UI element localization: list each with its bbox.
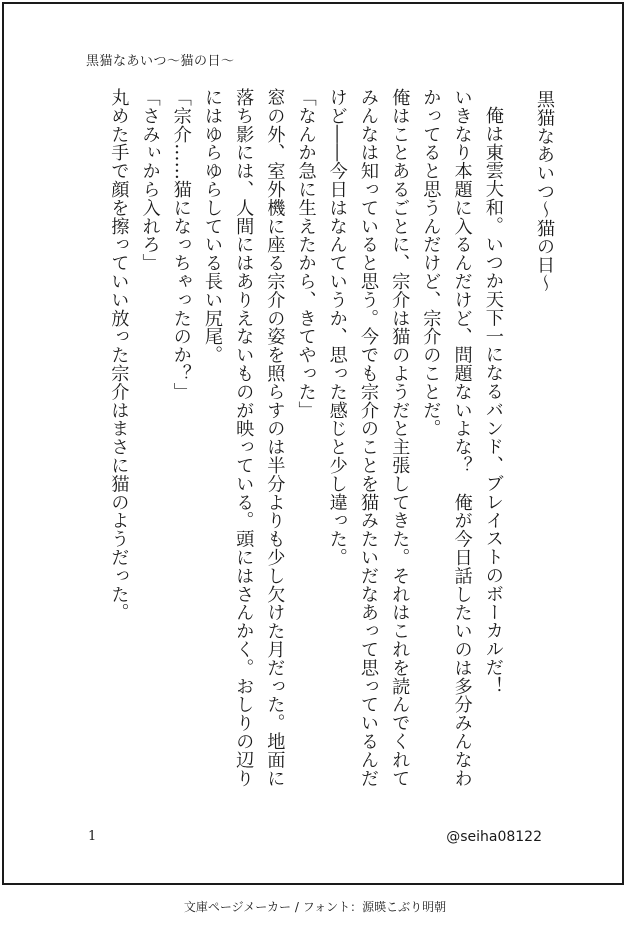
paragraph-4: 窓の外、室外機に座る宗介の姿を照らすのは半分よりも少し欠けた月だった。地面に落ち影には、人間にはありえないものが映っている。頭にはさんかく。おしりの辺りにはゆらゆらしている長い尻尾。 [201, 88, 286, 788]
paragraph-3: 俺はことあるごとに、宗介は猫のようだと主張してきた。それはこれを読んでくれてみんなは知っていると思う。今でも宗介のことを猫みたいだなあって思っているんだけど――今日はなんていうか、思った感じと少し違った。 [326, 88, 411, 788]
dialogue-line-3: 「さみぃから入れろ」 [139, 88, 161, 272]
story-title: 黒猫なあいつ〜猫の日〜 [534, 90, 555, 293]
paragraph-1: 俺は東雲大和。いつか天下一になるバンド、ブレイストのボーカルだ！ [482, 106, 504, 695]
page-number: 1 [88, 829, 97, 844]
running-header: 黒猫なあいつ〜猫の日〜 [86, 54, 235, 69]
story-body [70, 88, 560, 788]
footer-credit: 文庫ページメーカー / フォント：源暎こぶり明朝 [183, 900, 447, 914]
dialogue-line-1: 「なんか急に生えたから、きてやった」 [295, 88, 317, 420]
paragraph-2: いきなり本題に入るんだけど、問題ないよな？ 俺が今日話したいのは多分みんなわかってると思うんだけど、宗介のことだ。 [420, 88, 473, 788]
paragraph-5: 丸めた手で顔を擦っていい放った宗介はまさに猫のようだった。 [108, 88, 130, 622]
page-frame [2, 2, 624, 885]
dialogue-line-2: 「宗介……猫になっちゃったのか？」 [170, 88, 192, 401]
author-handle: @seiha08122 [446, 829, 542, 845]
